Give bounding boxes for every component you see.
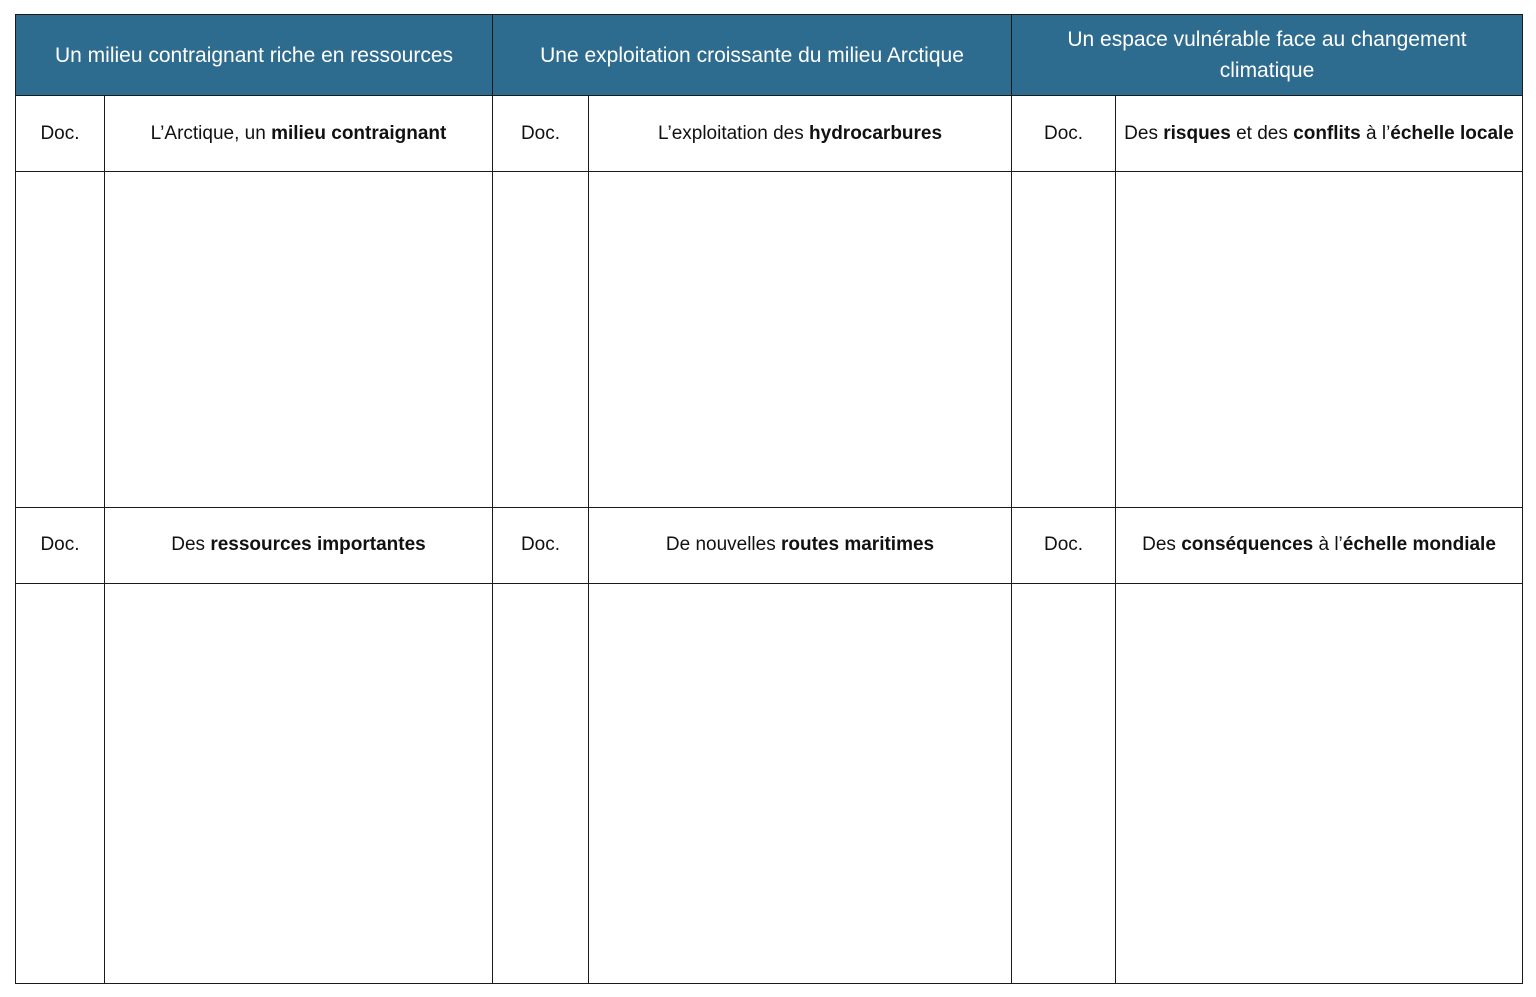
title-text: Des [1124,122,1164,144]
title-emphasis: risques [1163,122,1231,144]
section-title-risques-conflits [1116,96,1523,172]
doc-answer-cell[interactable] [493,172,589,507]
doc-answer-cell[interactable] [1012,172,1116,507]
section-title-hydrocarbures [589,96,1012,172]
doc-label: Doc. [493,96,589,172]
doc-answer-cell[interactable] [16,583,105,983]
answer-cell[interactable] [105,172,493,507]
label-row-2 [16,507,1523,583]
section-title-milieu-contraignant [105,96,493,172]
answer-cell[interactable] [589,172,1012,507]
title-text: et des [1230,122,1294,144]
doc-answer-cell[interactable] [493,583,589,983]
header-exploitation-croissante: Une exploitation croissante du milieu Arctique [493,15,1012,96]
section-title-ressources [105,507,493,583]
answer-cell[interactable] [1116,172,1523,507]
answer-row-1 [16,172,1523,507]
worksheet-table [15,14,1523,984]
doc-label: Doc. [1012,507,1116,583]
header-espace-vulnerable: Un espace vulnérable face au changement climatique [1012,15,1523,96]
doc-answer-cell[interactable] [1012,583,1116,983]
title-text: Des [171,534,211,556]
title-emphasis: ressources importantes [210,534,426,556]
doc-label: Doc. [16,507,105,583]
title-text: L’exploitation des [657,122,810,144]
answer-cell[interactable] [105,583,493,983]
title-emphasis: conflits [1293,122,1361,144]
doc-label: Doc. [493,507,589,583]
section-title-consequences [1116,507,1523,583]
title-emphasis: conséquences [1181,534,1314,556]
doc-answer-cell[interactable] [16,172,105,507]
answer-cell[interactable] [589,583,1012,983]
title-text: De nouvelles [665,534,781,556]
answer-cell[interactable] [1116,583,1523,983]
header-row [16,15,1523,96]
title-text: L’Arctique, un [150,122,272,144]
title-emphasis: hydrocarbures [809,122,943,144]
doc-label: Doc. [1012,96,1116,172]
title-emphasis: milieu contraignant [271,122,447,144]
label-row-1 [16,96,1523,172]
title-emphasis: échelle locale [1390,122,1514,144]
answer-row-2 [16,583,1523,983]
title-text: à l’ [1313,534,1343,556]
title-emphasis: routes maritimes [781,534,935,556]
title-emphasis: échelle mondiale [1342,534,1496,556]
title-text: à l’ [1360,122,1391,144]
header-milieu-contraignant: Un milieu contraignant riche en ressources [16,15,493,96]
title-text: Des [1142,534,1182,556]
section-title-routes-maritimes [589,507,1012,583]
doc-label: Doc. [16,96,105,172]
